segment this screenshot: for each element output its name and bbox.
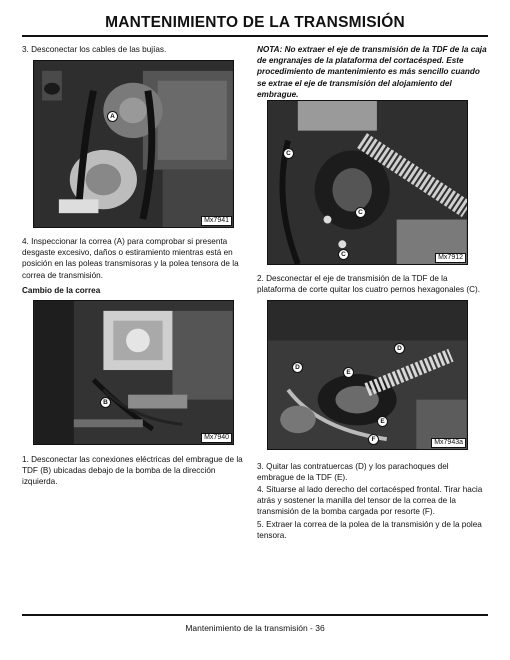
right-step-5: 5. Extraer la correa de la polea de la transmisión y de la polea tensora. — [257, 520, 482, 541]
right-step-2: 2. Desconectar el eje de transmisión de la TDF de la plataforma de corte quitar los cuatro pernos hexagonales (C). — [257, 274, 481, 295]
left-step-4: 4. Inspeccionar la correa (A) para comprobar si presenta desgaste excesivo, daños o estiramiento mientras está en posición en las poleas transmisoras y la polea tensora de la correa de transmisión. — [22, 237, 239, 280]
figure-label: Mx7943a — [431, 438, 466, 448]
driveshaft-illustration — [268, 101, 467, 264]
engine-belt-illustration — [34, 61, 233, 227]
clutch-connectors-illustration — [34, 301, 233, 444]
callout-d-1: D — [394, 343, 405, 354]
figure-label: Mx7912 — [435, 253, 466, 263]
callout-b: B — [100, 397, 111, 408]
callout-d-2: D — [292, 362, 303, 373]
figure-label: Mx7940 — [201, 433, 232, 443]
callout-e-2: E — [377, 416, 388, 427]
callout-c-3: C — [338, 249, 349, 260]
right-step-3: 3. Quitar las contratuercas (D) y los parachoques del embrague de la TDF (E). — [257, 462, 449, 483]
callout-c-2: C — [355, 207, 366, 218]
subheading-belt-change: Cambio de la correa — [22, 286, 101, 295]
note-text: NOTA: No extraer el eje de transmisión de la TDF de la caja de engranajes de la plataforma del cortacésped. Este procedimiento de mantenimiento es más sencillo cuando se extrae el eje de transmisión del alojamiento del embrague. — [257, 45, 487, 99]
footer-rule — [22, 614, 488, 616]
callout-e-1: E — [343, 367, 354, 378]
clutch-removal-illustration — [268, 301, 467, 449]
callout-f: F — [368, 434, 379, 445]
right-step-4: 4. Situarse al lado derecho del cortacésped frontal. Tirar hacia atrás y sostener la manilla del tensor de la correa de la transmisión de la bomba cargada por resorte (F). — [257, 485, 483, 517]
page-title: MANTENIMIENTO DE LA TRANSMISIÓN — [105, 14, 405, 31]
left-step-1: 1. Desconectar las conexiones eléctricas del embrague de la TDF (B) ubicadas debajo de la bomba de la dirección izquierda. — [22, 455, 243, 487]
figure-label: Mx7941 — [201, 216, 232, 226]
page-footer: Mantenimiento de la transmisión - 36 — [185, 623, 325, 633]
callout-c-1: C — [283, 148, 294, 159]
photo-pto-clutch-connectors — [33, 300, 234, 445]
left-step-3: 3. Desconectar los cables de las bujías. — [22, 45, 167, 54]
photo-clutch-removal — [267, 300, 468, 450]
title-rule — [22, 35, 488, 37]
photo-driveshaft-bolts — [267, 100, 468, 265]
callout-a: A — [107, 111, 118, 122]
photo-belt-inspection — [33, 60, 234, 228]
